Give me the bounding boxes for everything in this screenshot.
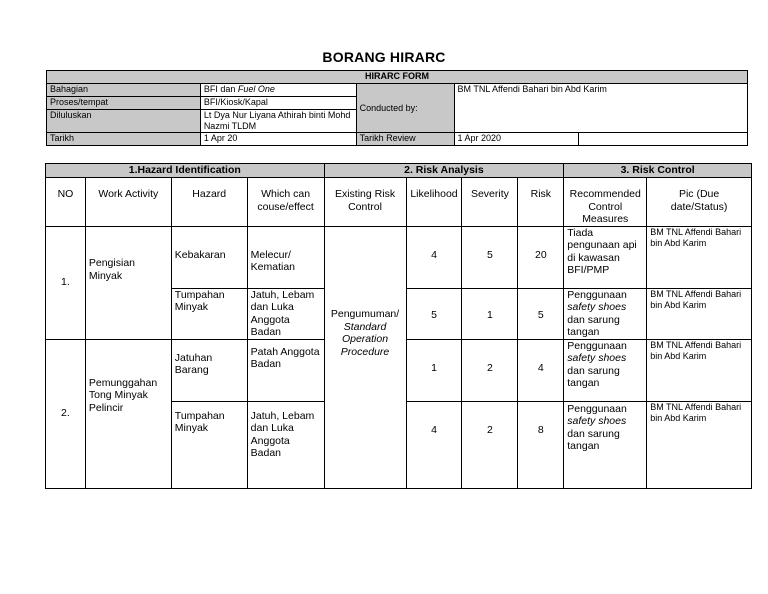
likelihood-cell: 5 xyxy=(406,288,462,339)
effect-cell: Jatuh, Lebam dan Luka Anggota Badan xyxy=(247,288,324,339)
pic-cell: BM TNL Affendi Bahari bin Abd Karim xyxy=(647,288,752,339)
control-cell: Penggunaan safety shoes dan sarung tangan xyxy=(564,339,647,401)
pic-cell: BM TNL Affendi Bahari bin Abd Karim xyxy=(647,226,752,288)
risk-cell: 8 xyxy=(518,401,564,488)
col-existing-control: Existing Risk Control xyxy=(324,178,406,227)
row-number: 1. xyxy=(46,226,86,339)
work-activity: Pengisian Minyak xyxy=(85,226,171,339)
document-title: BORANG HIRARC xyxy=(322,49,446,65)
hazard-cell: Tumpahan Minyak xyxy=(171,401,247,488)
tarikh-value: 1 Apr 20 xyxy=(200,133,356,146)
col-pic: Pic (Due date/Status) xyxy=(647,178,752,227)
bahagian-label: Bahagian xyxy=(47,84,201,97)
col-no: NO xyxy=(46,178,86,227)
hirarc-header-table xyxy=(46,70,748,146)
severity-cell: 1 xyxy=(462,288,518,339)
likelihood-cell: 4 xyxy=(406,401,462,488)
empty-cell xyxy=(579,133,748,146)
hazard-cell: Jatuhan Barang xyxy=(171,339,247,401)
tarikh-review-label: Tarikh Review xyxy=(356,133,454,146)
pic-cell: BM TNL Affendi Bahari bin Abd Karim xyxy=(647,401,752,488)
control-cell: Penggunaan safety shoes dan sarung tangan xyxy=(564,401,647,488)
tarikh-review-value: 1 Apr 2020 xyxy=(454,133,579,146)
control-cell: Tiada pengunaan api di kawasan BFI/PMP xyxy=(564,226,647,288)
row-number: 2. xyxy=(46,339,86,488)
col-severity: Severity xyxy=(462,178,518,227)
severity-cell: 2 xyxy=(462,339,518,401)
hazard-cell: Kebakaran xyxy=(171,226,247,288)
likelihood-cell: 1 xyxy=(406,339,462,401)
likelihood-cell: 4 xyxy=(406,226,462,288)
hirarc-risk-table xyxy=(45,163,752,489)
pic-cell: BM TNL Affendi Bahari bin Abd Karim xyxy=(647,339,752,401)
diluluskan-value: Lt Dya Nur Liyana Athirah binti Mohd Nazmi TLDM xyxy=(200,110,356,133)
effect-cell: Patah Anggota Badan xyxy=(247,339,324,401)
col-work-activity: Work Activity xyxy=(85,178,171,227)
section-hazard-identification: 1.Hazard Identification xyxy=(46,164,325,178)
effect-cell: Melecur/ Kematian xyxy=(247,226,324,288)
bahagian-value: BFI dan Fuel One xyxy=(200,84,356,97)
table-row xyxy=(46,226,752,288)
conducted-by-value: BM TNL Affendi Bahari bin Abd Karim xyxy=(454,84,747,133)
proses-value: BFI/Kiosk/Kapal xyxy=(200,97,356,110)
risk-cell: 20 xyxy=(518,226,564,288)
work-activity: Pemunggahan Tong Minyak Pelincir xyxy=(85,339,171,488)
section-risk-analysis: 2. Risk Analysis xyxy=(324,164,564,178)
section-risk-control: 3. Risk Control xyxy=(564,164,752,178)
hazard-cell: Tumpahan Minyak xyxy=(171,288,247,339)
col-hazard: Hazard xyxy=(171,178,247,227)
existing-control-cell xyxy=(324,226,406,488)
severity-cell: 5 xyxy=(462,226,518,288)
control-cell: Penggunaan safety shoes dan sarung tangan xyxy=(564,288,647,339)
hirarc-form-title: HIRARC FORM xyxy=(47,71,748,84)
col-risk: Risk xyxy=(518,178,564,227)
conducted-by-label: Conducted by: xyxy=(356,84,454,133)
col-recommended: Recommended Control Measures xyxy=(564,178,647,227)
effect-cell: Jatuh, Lebam dan Luka Anggota Badan xyxy=(247,401,324,488)
col-likelihood: Likelihood xyxy=(406,178,462,227)
risk-cell: 4 xyxy=(518,339,564,401)
existing-control-line1: Pengumuman/ xyxy=(330,308,400,320)
proses-label: Proses/tempat xyxy=(47,97,201,110)
existing-control-sop: Standard Operation Procedure xyxy=(340,320,390,358)
tarikh-label: Tarikh xyxy=(47,133,201,146)
diluluskan-label: Diluluskan xyxy=(47,110,201,133)
severity-cell: 2 xyxy=(462,401,518,488)
risk-cell: 5 xyxy=(518,288,564,339)
col-effect: Which can couse/effect xyxy=(247,178,324,227)
